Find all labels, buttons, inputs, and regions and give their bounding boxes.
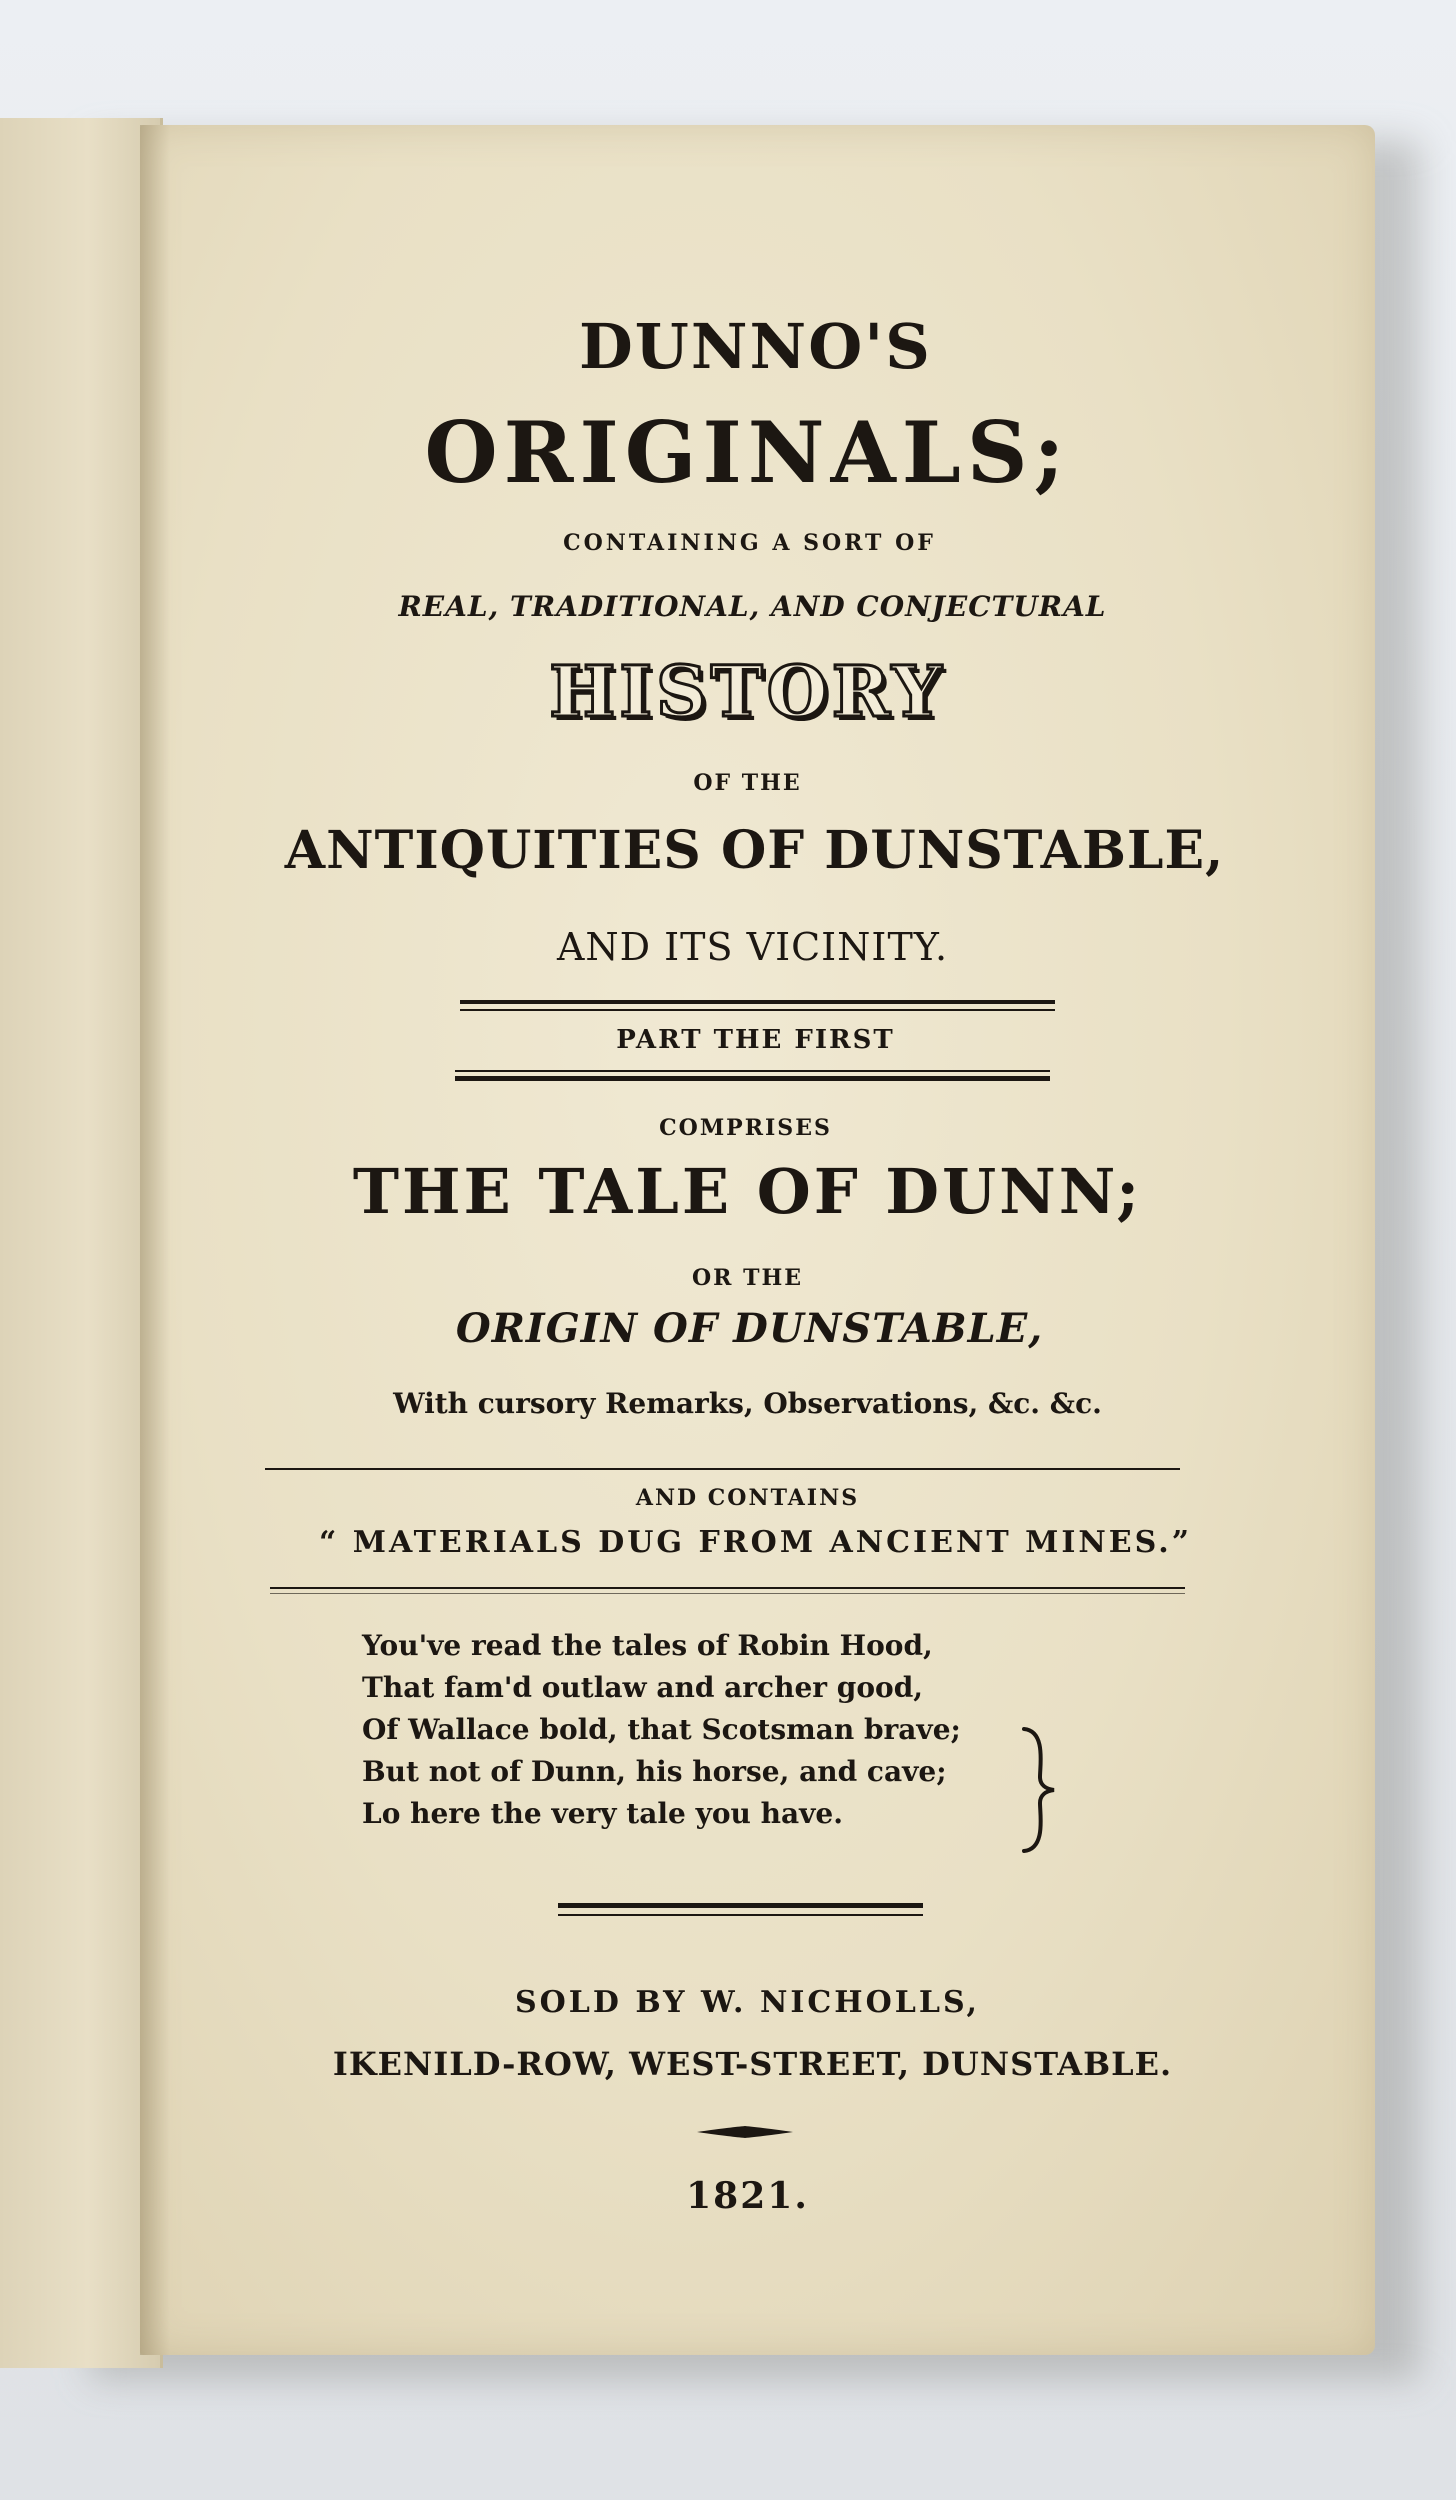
or-the-label: OR THE xyxy=(691,1265,804,1291)
verse-line: You've read the tales of Robin Hood, xyxy=(362,1629,933,1662)
double-rule-bottom-b xyxy=(455,1076,1050,1081)
double-rule-top-a xyxy=(460,1000,1055,1004)
and-contains-label: AND CONTAINS xyxy=(635,1485,860,1511)
title-line-tale-of-dunn: THE TALE OF DUNN; xyxy=(352,1155,1143,1228)
part-the-first: PART THE FIRST xyxy=(616,1025,895,1055)
double-rule-bottom-a xyxy=(455,1070,1050,1072)
verse-line: That fam'd outlaw and archer good, xyxy=(362,1671,924,1704)
title-line-dunnos: DUNNO'S xyxy=(579,310,932,383)
imprint-address: IKENILD-ROW, WEST-STREET, DUNSTABLE. xyxy=(332,2045,1173,2083)
imprint-seller: SOLD BY W. NICHOLLS, xyxy=(515,1985,980,2020)
title-line-history: HISTORY xyxy=(549,650,946,733)
verse-line: Lo here the very tale you have. xyxy=(362,1797,843,1830)
materials-quote: “ MATERIALS DUG FROM ANCIENT MINES.” xyxy=(319,1525,1192,1560)
subtitle-real-traditional: REAL, TRADITIONAL, AND CONJECTURAL xyxy=(398,590,1107,623)
comprises-label: COMPRISES xyxy=(659,1115,832,1141)
verse-block xyxy=(362,1625,1062,1835)
title-line-origin: ORIGIN OF DUNSTABLE, xyxy=(455,1305,1044,1352)
title-line-originals: ORIGINALS; xyxy=(424,403,1071,502)
verse-line: Of Wallace bold, that Scotsman brave; xyxy=(362,1713,961,1746)
page-spine-shading xyxy=(140,125,170,2355)
swell-rule-ornament xyxy=(695,2125,795,2139)
thin-rule-lower-a xyxy=(270,1587,1185,1589)
verse-line: But not of Dunn, his horse, and cave; xyxy=(362,1755,947,1788)
title-line-vicinity: AND ITS VICINITY. xyxy=(556,925,949,969)
ornament-rule-b xyxy=(558,1914,923,1916)
thin-rule-lower-b xyxy=(270,1593,1185,1594)
curly-brace-ornament xyxy=(1010,1725,1070,1855)
title-line-antiquities: ANTIQUITIES OF DUNSTABLE, xyxy=(284,820,1225,881)
subtitle-of-the: OF THE xyxy=(693,770,802,796)
subtitle-containing: CONTAINING A SORT OF xyxy=(563,530,936,556)
remarks-line: With cursory Remarks, Observations, &c. &c. xyxy=(393,1387,1102,1420)
title-page xyxy=(140,125,1375,2355)
thin-rule-upper xyxy=(265,1468,1180,1470)
ornament-rule-a xyxy=(558,1903,923,1908)
double-rule-top-b xyxy=(460,1009,1055,1011)
imprint-year: 1821. xyxy=(686,2175,809,2217)
